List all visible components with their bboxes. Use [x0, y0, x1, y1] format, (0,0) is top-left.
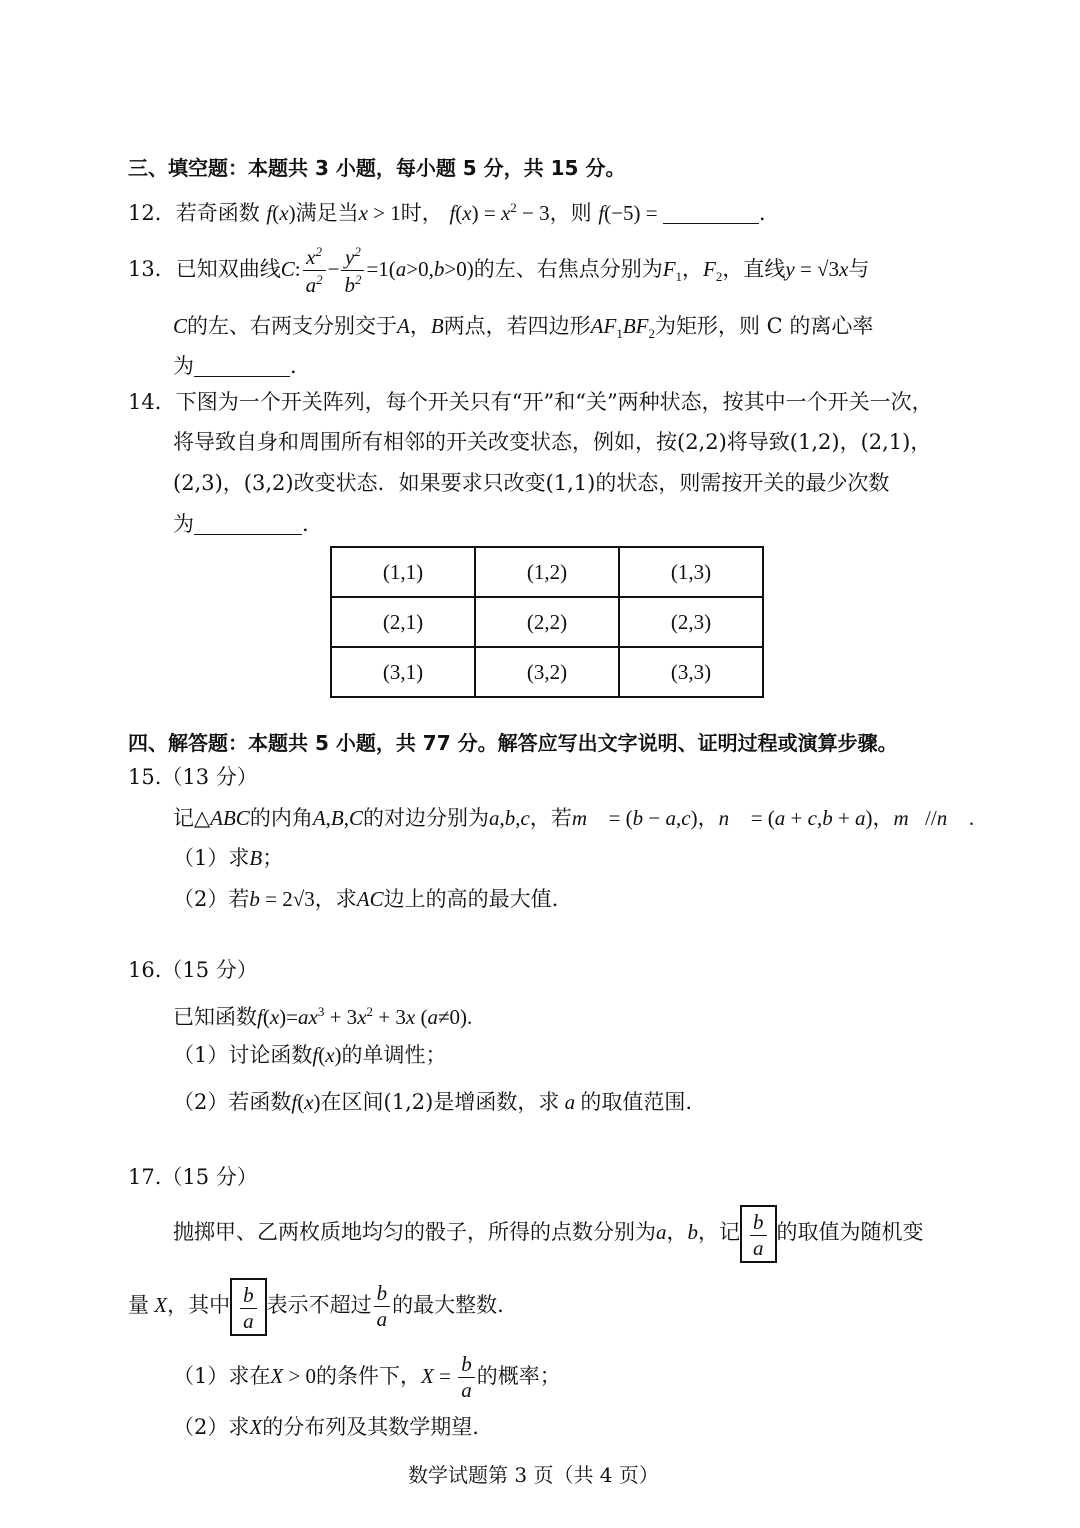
question-text: ；: [262, 846, 284, 870]
question-17-head: 17.（15 分）: [128, 1165, 258, 1189]
answer-blank: [194, 512, 302, 535]
question-text: ，则: [549, 201, 592, 225]
question-text: ，求: [314, 887, 357, 911]
question-15-stem: 记△ABC的内角A,B,C的对边分别为a,b,c，若m⃗ = (b − a,c)，n⃗ = (a + c,b + a)，m⃗//n⃗ .: [173, 806, 975, 830]
question-text: 为矩形，则 C 的离心率: [654, 314, 874, 338]
floor-bracket: $\frac{b}{a}$: [740, 1205, 777, 1263]
table-cell: (2,3): [619, 597, 763, 647]
question-16-part-2: （2）若函数f(x)在区间(1,2)是增函数，求 a 的取值范围.: [173, 1090, 693, 1114]
question-text: 边上的高的最大值.: [383, 887, 559, 911]
question-text: 的最大整数.: [392, 1293, 504, 1317]
table-cell: (1,2): [475, 547, 619, 597]
question-17-part-2: （2）求X的分布列及其数学期望.: [173, 1415, 479, 1439]
question-text: ，: [682, 257, 704, 281]
question-text: 的左、右焦点分别为: [473, 257, 663, 281]
question-text: .: [758, 201, 766, 225]
question-16-head: 16.（15 分）: [128, 958, 258, 982]
question-text: 的取值范围.: [580, 1090, 693, 1114]
table-cell: (3,3): [619, 647, 763, 697]
table-cell: (1,1): [331, 547, 475, 597]
question-text: .: [302, 512, 309, 536]
page-footer: 数学试题第 3 页（共 4 页）: [408, 1463, 659, 1487]
question-text: 时，: [400, 201, 443, 225]
table-cell: (2,1): [331, 597, 475, 647]
question-text: （1）求: [173, 846, 250, 870]
question-text: 若奇函数: [175, 201, 260, 225]
question-number: 12．: [128, 201, 176, 225]
question-text: 量: [128, 1293, 149, 1317]
answer-blank: [663, 201, 759, 224]
question-text: 的条件下，: [316, 1364, 422, 1388]
table-cell: (2,2): [475, 597, 619, 647]
table-row: [331, 547, 763, 597]
question-text: 已知函数: [173, 1005, 257, 1029]
question-15-part-2: （2）若b = 2√3，求AC边上的高的最大值.: [173, 887, 559, 911]
question-text: 的对边分别为: [363, 806, 489, 830]
question-text: （2）若函数: [173, 1090, 292, 1114]
question-12: 12．若奇函数 f(x)满足当x > 1时， $f(x) = x^2 - 3$，则 f(−5) = .: [128, 200, 766, 225]
question-text: 为: [173, 512, 194, 536]
question-text: ，直线: [722, 257, 786, 281]
question-text: 的左、右两支分别交于: [187, 314, 398, 338]
question-14-line-1: [128, 387, 933, 417]
question-17-line-2: 量 X，其中 $\frac{b}{a}$ 表示不超过 $\frac{b}{a}$ 的最大整数.: [128, 1276, 504, 1336]
question-text: （1）讨论函数: [173, 1043, 313, 1067]
question-text: 的分布列及其数学期望.: [262, 1415, 479, 1439]
question-13-line-1: 13．已知双曲线C: $\frac{x^2}{a^2}$ − $\frac{y^2}{b^2}$ =1(a>0,b>0)的左、右焦点分别为$F_1$，$F_2$，直线y = √3x与: [128, 244, 870, 297]
question-text: .: [290, 354, 297, 378]
question-text: （1）求在: [173, 1364, 271, 1388]
fraction: $\frac{y^2}{b^2}$: [341, 245, 364, 296]
question-15-part-1: （1）求B；: [173, 846, 284, 870]
question-text: 两点，若四边形: [443, 314, 591, 338]
question-text: 满足当: [295, 201, 359, 225]
question-number: 13．: [128, 257, 176, 281]
question-text: （2）若: [173, 887, 250, 911]
question-text: 记△: [173, 806, 211, 830]
question-16-part-1: （1）讨论函数f(x)的单调性；: [173, 1043, 447, 1067]
question-16-stem: 已知函数$f(x)=ax^3 + 3x^2 + 3x$ (a≠0).: [173, 1004, 473, 1029]
fraction: $\frac{x^2}{a^2}$: [303, 245, 326, 296]
table-row: [331, 597, 763, 647]
table-cell: (3,2): [475, 647, 619, 697]
question-text: ，记: [698, 1220, 740, 1244]
section-4-header: 四、解答题：本题共 5 小题，共 77 分。解答应写出文字说明、证明过程或演算步骤。: [128, 731, 898, 755]
question-14-line-2: 将导致自身和周围所有相邻的开关改变状态，例如，按(2,2)将导致(1,2)，(2,1)，: [173, 430, 932, 454]
question-text: 表示不超过: [266, 1293, 372, 1317]
question-text: （2）求: [173, 1415, 250, 1439]
question-text: 的取值为随机变: [776, 1220, 924, 1244]
question-text: 已知双曲线: [175, 257, 281, 281]
question-14-line-4: [173, 509, 309, 539]
switch-grid: [330, 546, 764, 698]
question-17-line-1: 抛掷甲、乙两枚质地均匀的骰子，所得的点数分别为a，b，记 $\frac{b}{a}$ 的取值为随机变: [173, 1203, 924, 1263]
question-text: 抛掷甲、乙两枚质地均匀的骰子，所得的点数分别为: [173, 1220, 656, 1244]
fraction: $\frac{b}{a}$: [374, 1283, 391, 1330]
question-text: 在区间(1,2)是增函数，求: [320, 1090, 560, 1114]
question-13-line-3: [173, 351, 297, 381]
question-text: 下图为一个开关阵列，每个开关只有“开”和“关”两种状态，按其中一个开关一次，: [175, 390, 933, 414]
question-text: 的单调性；: [341, 1043, 447, 1067]
question-text: 的内角: [249, 806, 313, 830]
floor-bracket: $\frac{b}{a}$: [230, 1278, 267, 1336]
answer-blank: [194, 354, 290, 377]
question-text: ，其中: [167, 1293, 231, 1317]
table-row: [331, 647, 763, 697]
question-text: 与: [848, 257, 870, 281]
question-number: 14．: [128, 390, 176, 414]
question-15-head: 15.（13 分）: [128, 765, 258, 789]
fraction: $\frac{b}{a}$: [458, 1354, 475, 1401]
section-3-header: 三、填空题：本题共 3 小题，每小题 5 分，共 15 分。: [128, 156, 626, 180]
question-text: ，若: [529, 806, 572, 830]
table-cell: (1,3): [619, 547, 763, 597]
question-14-line-3: (2,3)，(3,2)改变状态．如果要求只改变(1,1)的状态，则需按开关的最少次数: [173, 471, 890, 495]
question-13-line-2: C的左、右两支分别交于A，B两点，若四边形$AF_1BF_2$为矩形，则 C 的离心率: [173, 314, 874, 342]
table-cell: (3,1): [331, 647, 475, 697]
question-text: 的概率；: [476, 1364, 561, 1388]
question-17-part-1: （1）求在X > 0的条件下，X = $\frac{b}{a}$ 的概率；: [173, 1352, 561, 1402]
question-text: 为: [173, 354, 194, 378]
